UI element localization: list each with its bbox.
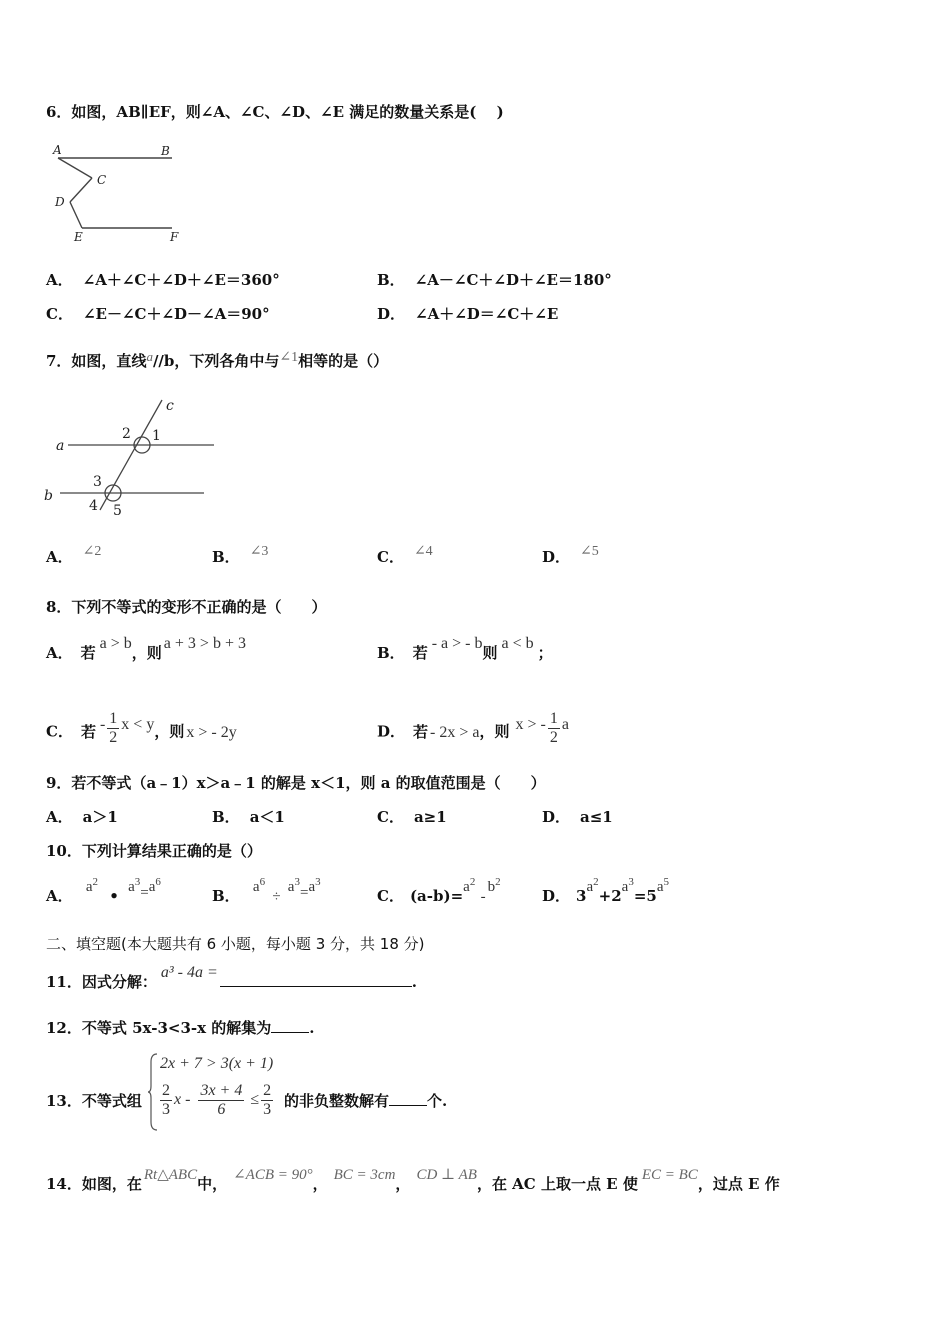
q13-answer-blank[interactable] [389, 1091, 427, 1106]
q10-option-c[interactable]: C． $(a-b)=a^2$ $-b^2$ [377, 876, 501, 905]
q6-option-d[interactable]: D． ∠A＋∠D＝∠C＋∠E [377, 305, 559, 323]
q12: 12．不等式 5x-3<3-x 的解集为 . [46, 1019, 315, 1037]
q6-label-d: D [55, 195, 65, 209]
q13-stem: 13．不等式组 [46, 1092, 142, 1110]
q13-tail: 的非负整数解有 个. [284, 1092, 448, 1110]
q8-option-d[interactable]: D． 若 - 2x > a，则 x > - $\frac{1}{2}$ a [377, 710, 569, 746]
q7-option-b[interactable]: B． ∠3 [212, 544, 269, 566]
q14: 14．如图，在 Rt△ABC中， ∠ACB = 90°， BC = 3cm， CD ⊥ AB，在 AC 上取一点 E 使 EC = BC，过点 E 作 [46, 1167, 780, 1193]
q6-label-b: B [161, 144, 170, 158]
q7-figure [40, 392, 225, 522]
q7-angle-1: 1 [152, 428, 161, 444]
q10-stem: 10．下列计算结果正确的是（） [46, 842, 262, 860]
q7-label-a: a [56, 438, 65, 454]
q6-option-c[interactable]: C． ∠E－∠C＋∠D－∠A＝90° [46, 305, 270, 323]
q7-stem: 7．如图，直线a//b，下列各角中与∠1相等的是（） [46, 349, 389, 370]
q6-label-c: C [97, 173, 107, 187]
q6-figure [50, 140, 190, 248]
q8-option-b[interactable]: B． 若- a > - b则a < b； [377, 635, 553, 662]
q6-label-f: F [170, 230, 179, 244]
q13-row-1: 2x + 7 > 3(x + 1) [160, 1055, 274, 1072]
q6-option-b[interactable]: B． ∠A－∠C＋∠D＋∠E＝180° [377, 271, 612, 289]
q13-row-2: $\frac{2}{3}$ x - $\frac{3x + 4}{6}$ ≤ $\frac{2}{3}$ [162, 1082, 272, 1118]
q8-option-c[interactable]: C． 若 - $\frac{1}{2}$ x < y，则 x > - 2y [46, 710, 237, 746]
q6-label-e: E [74, 230, 83, 244]
q7-option-d[interactable]: D． ∠5 [542, 544, 599, 566]
q10-option-d[interactable]: D． $3a^2+2a^3=5a^5$ [542, 876, 669, 905]
q9-option-b[interactable]: B． a＜1 [212, 808, 285, 826]
q6-option-a[interactable]: A． ∠A＋∠C＋∠D＋∠E＝360° [46, 271, 280, 289]
q10-option-a[interactable]: A． $a^2$ • $a^3=a^6$ [46, 876, 161, 905]
q10-option-b[interactable]: B． $a^6 \div a^3=a^3$ [212, 876, 321, 905]
q11-answer-blank[interactable] [220, 972, 412, 987]
q11: 11．因式分解：a³ - 4a =. [46, 964, 418, 991]
q7-label-c: c [166, 398, 174, 414]
q7-option-c[interactable]: C． ∠4 [377, 544, 433, 566]
q9-stem: 9．若不等式（a﹣1）x＞a﹣1 的解是 x＜1，则 a 的取值范围是（ ） [46, 774, 546, 792]
q7-label-b: b [44, 488, 53, 504]
q7-option-a[interactable]: A． ∠2 [46, 544, 102, 566]
q9-option-c[interactable]: C． a≥1 [377, 808, 447, 826]
q9-option-a[interactable]: A． a＞1 [46, 808, 118, 826]
q8-option-a[interactable]: A． 若a > b，则a + 3 > b + 3 [46, 635, 246, 662]
q7-angle-4: 4 [89, 498, 98, 514]
q7-angle-2: 2 [122, 426, 131, 442]
q6-stem: 6．如图，AB∥EF，则∠A、∠C、∠D、∠E 满足的数量关系是( ) [46, 103, 504, 121]
q9-option-d[interactable]: D． a≤1 [542, 808, 613, 826]
q7-angle-5: 5 [113, 503, 122, 519]
q6-label-a: A [53, 143, 62, 157]
q8-stem: 8．下列不等式的变形不正确的是（ ） [46, 598, 327, 616]
q12-answer-blank[interactable] [271, 1018, 309, 1033]
q7-angle-3: 3 [93, 474, 102, 490]
section-2-heading: 二、填空题(本大题共有 6 小题，每小题 3 分，共 18 分) [46, 935, 425, 953]
